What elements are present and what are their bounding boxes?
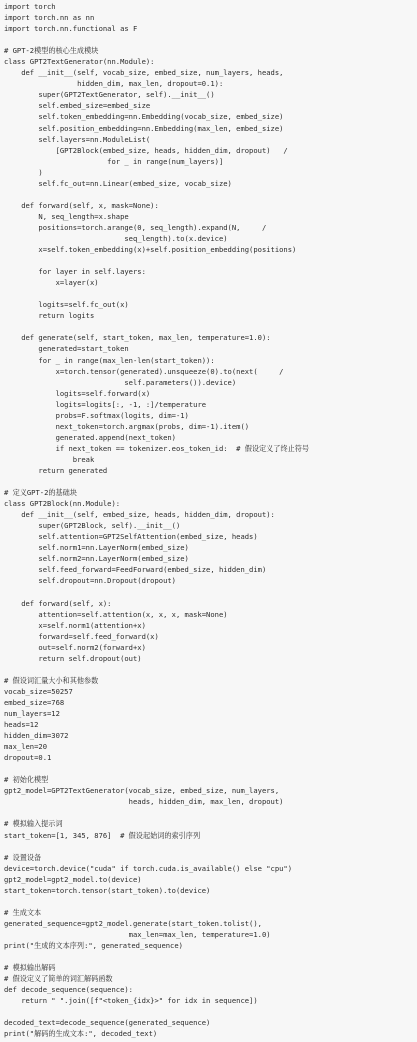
code-line: generated_sequence=gpt2_model.generate(start_token.tolist(), [4,918,262,928]
code-line: generated=start_token [4,344,129,354]
code-line: probs=F.softmax(logits, dim=-1) [4,410,189,420]
code-line: decoded_text=decode_sequence(generated_sequence) [4,1018,211,1028]
code-line: def __init__(self, embed_size, heads, hidden_dim, dropout): [4,510,275,520]
code-line: x=layer(x) [4,278,99,288]
code-line: # 初始化模型 [4,775,49,785]
code-line: class GPT2TextGenerator(nn.Module): [4,57,155,67]
code-line: # 假设词汇量大小和其他参数 [4,675,99,685]
code-line: self.feed_forward=FeedForward(embed_size, hidden_dim) [4,565,267,575]
code-line: # 定义GPT-2的基础块 [4,488,77,498]
code-line: self.attention=GPT2SelfAttention(embed_size, heads) [4,532,258,542]
code-line: self.embed_size=embed_size [4,101,151,111]
code-line: print("生成的文本序列:", generated_sequence) [4,940,183,950]
code-line: self.layers=nn.ModuleList( [4,134,151,144]
code-line: if next_token == tokenizer.eos_token_id: # 假设定义了终止符号 [4,443,310,453]
code-line: # 模拟输入提示词 [4,819,63,829]
code-line: def decode_sequence(sequence): [4,985,133,995]
code-line [4,763,417,774]
code-line [4,951,417,962]
code-line [4,321,417,332]
code-line: for _ in range(num_layers)] [4,156,224,166]
code-line: heads=12 [4,720,39,730]
code-line: break [4,454,95,464]
code-line: # 假设定义了简单的词汇解码函数 [4,974,113,984]
code-line: logits=self.forward(x) [4,388,151,398]
code-line: forward=self.feed_forward(x) [4,631,159,641]
code-line: out=self.norm2(forward+x) [4,642,146,652]
code-line: return logits [4,311,95,321]
code-line: self.token_embedding=nn.Embedding(vocab_size, embed_size) [4,112,284,122]
code-line: self.norm1=nn.LayerNorm(embed_size) [4,543,189,553]
code-line: max_len=20 [4,742,47,752]
code-line: max_len=max_len, temperature=1.0) [4,929,271,939]
code-line: gpt2_model=gpt2_model.to(device) [4,874,142,884]
code-line: device=torch.device("cuda" if torch.cuda.is_available() else "cpu") [4,863,293,873]
code-line [4,841,417,852]
code-line [4,896,417,907]
code-line: logits=self.fc_out(x) [4,300,129,310]
code-line [4,476,417,487]
code-line [4,1006,417,1017]
code-line: x=self.token_embedding(x)+self.position_embedding(positions) [4,245,297,255]
code-line: start_token=[1, 345, 876] # 假设起始词的索引序列 [4,830,201,840]
code-line: class GPT2Block(nn.Module): [4,499,121,509]
code-line: self.parameters()).device) [4,377,237,387]
code-line: self.dropout=nn.Dropout(dropout) [4,576,176,586]
code-line [4,586,417,597]
code-line: super(GPT2Block, self).__init__() [4,521,181,531]
code-line [4,34,417,45]
code-line: for _ in range(max_len-len(start_token)): [4,355,215,365]
code-line: super(GPT2TextGenerator, self).__init__() [4,90,215,100]
code-line: x=torch.tensor(generated).unsqueeze(0).to(next( / [4,366,284,376]
code-line: def __init__(self, vocab_size, embed_size, num_layers, heads, [4,68,284,78]
code-line: hidden_dim, max_len, dropout=0.1): [4,79,224,89]
code-line: for layer in self.layers: [4,267,146,277]
code-line: generated.append(next_token) [4,432,176,442]
code-line: num_layers=12 [4,709,60,718]
code-line: return self.dropout(out) [4,653,142,663]
code-line: embed_size=768 [4,697,65,707]
code-line: N, seq_length=x.shape [4,211,129,221]
code-line: [GPT2Block(embed_size, heads, hidden_dim, dropout) / [4,145,288,155]
code-line [4,189,417,200]
code-line: # 设置设备 [4,852,42,862]
code-line: x=self.norm1(attention+x) [4,620,146,630]
code-line [4,664,417,675]
code-line: self.fc_out=nn.Linear(embed_size, vocab_size) [4,178,232,188]
code-line: import torch.nn as nn [4,13,95,23]
code-line: def forward(self, x): [4,598,112,608]
code-line: self.position_embedding=nn.Embedding(max_len, embed_size) [4,123,284,133]
code-line: dropout=0.1 [4,753,52,763]
code-line: def generate(self, start_token, max_len, temperature=1.0): [4,333,271,343]
code-line: def forward(self, x, mask=None): [4,200,159,210]
code-line [4,807,417,818]
code-line: next_token=torch.argmax(probs, dim=-1).item() [4,421,250,431]
code-line: positions=torch.arange(0, seq_length).expand(N, / [4,222,267,232]
code-line: import torch.nn.functional as F [4,24,138,34]
code-line: logits=logits[:, -1, :]/temperature [4,399,207,409]
code-line: start_token=torch.tensor(start_token).to(device) [4,885,211,895]
code-line: print("解码的生成文本:", decoded_text) [4,1029,158,1039]
code-line [4,255,417,266]
code-line: hidden_dim=3072 [4,731,69,741]
code-line: attention=self.attention(x, x, x, mask=None) [4,609,228,619]
code-line: self.norm2=nn.LayerNorm(embed_size) [4,554,189,564]
code-line: # 模拟输出解码 [4,963,56,973]
code-line: return " ".join([f"<token_{idx}>" for idx in sequence]) [4,996,258,1006]
code-line: heads, hidden_dim, max_len, dropout) [4,797,284,807]
code-line: # GPT-2模型的核心生成模块 [4,46,99,56]
code-line: import torch [4,2,56,11]
code-line: return generated [4,465,108,475]
code-line: seq_length).to(x.device) [4,233,228,243]
code-line: # 生成文本 [4,907,42,917]
code-line: gpt2_model=GPT2TextGenerator(vocab_size, embed_size, num_layers, [4,786,280,796]
code-line [4,288,417,299]
code-line: ) [4,167,43,177]
code-line: vocab_size=50257 [4,686,73,696]
